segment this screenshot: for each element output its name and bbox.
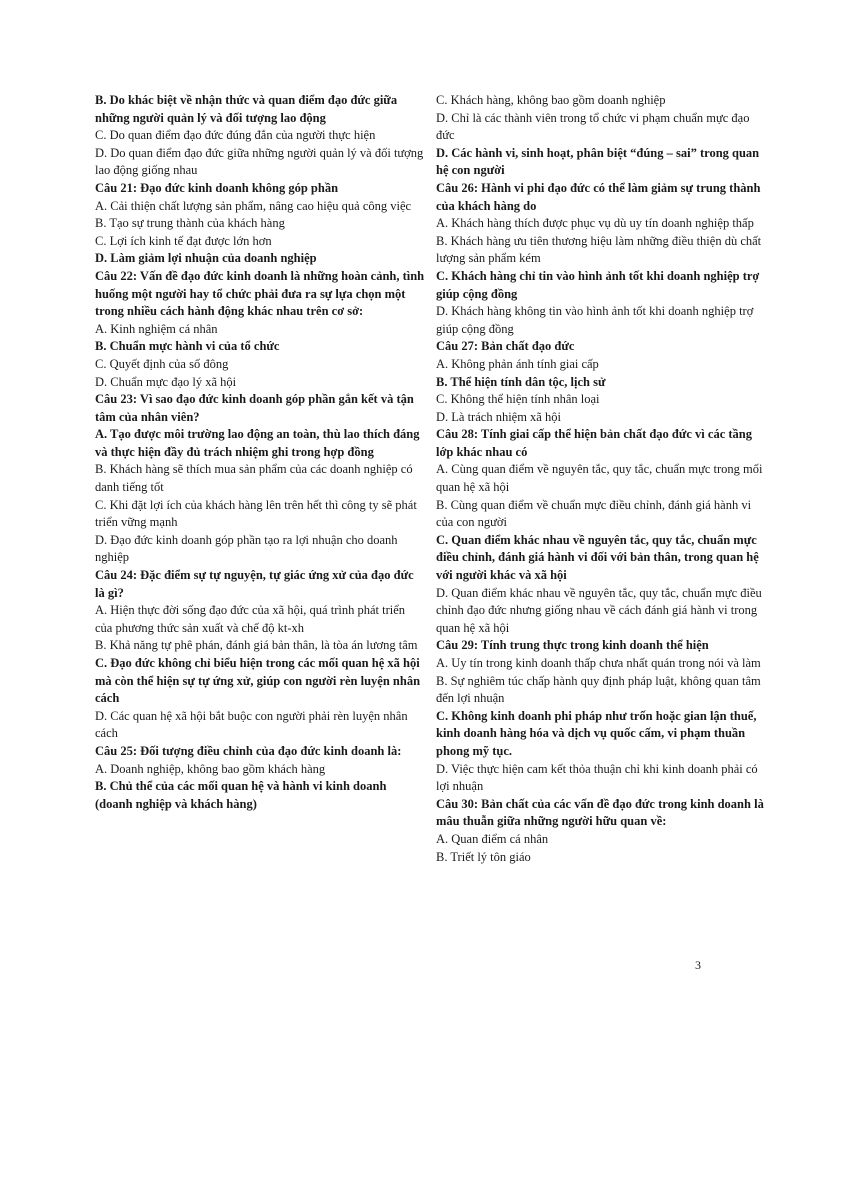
answer-option: B. Chủ thể của các mối quan hệ và hành vi kinh doanh (doanh nghiệp và khách hàng) [95,779,387,811]
answer-option: C. Đạo đức không chỉ biểu hiện trong các mối quan hệ xã hội mà còn thể hiện sự tự ứng xử, giúp con người rèn luyện nhân cách [95,656,421,706]
answer-option: D. Làm giảm lợi nhuận của doanh nghiệp [95,251,317,266]
answer-option: C. Không thể hiện tính nhân loại [436,392,600,407]
question-text: Câu 24: Đặc điểm sự tự nguyện, tự giác ứng xử của đạo đức là gì? [95,568,414,600]
answer-option: B. Sự nghiêm túc chấp hành quy định pháp luật, không quan tâm đến lợi nhuận [436,673,761,706]
left-column [95,92,425,813]
answer-option: B. Thể hiện tính dân tộc, lịch sử [436,374,606,389]
answer-option: A. Doanh nghiệp, không bao gồm khách hàng [95,761,326,776]
answer-option: A. Khách hàng thích được phục vụ dù uy tín doanh nghiệp thấp [436,216,754,231]
answer-option: D. Các quan hệ xã hội bắt buộc con người phải rèn luyện nhân cách [95,708,408,741]
answer-option: C. Do quan điểm đạo đức đúng đắn của người thực hiện [95,128,376,143]
answer-option: D. Chỉ là các thành viên trong tổ chức vi phạm chuẩn mực đạo đức [436,110,750,143]
answer-option: C. Lợi ích kinh tế đạt được lớn hơn [95,233,272,248]
answer-option: C. Quan điểm khác nhau về nguyên tắc, quy tắc, chuẩn mực điều chỉnh, đánh giá hành vi đối với bản thân, trong quan hệ với người khác và xã hội [436,532,759,583]
answer-option: D. Các hành vi, sinh hoạt, phân biệt “đúng – sai” trong quan hệ con người [436,145,760,178]
answer-option: B. Chuẩn mực hành vi của tổ chức [95,339,280,354]
answer-option: B. Khách hàng ưu tiên thương hiệu làm những điều thiện dù chất lượng sản phẩm kém [436,233,762,266]
answer-option: A. Hiện thực đời sống đạo đức của xã hội, quá trình phát triển của phương thức sản xuất và chế độ kt-xh [95,603,406,635]
answer-option: D. Đạo đức kinh doanh góp phần tạo ra lợi nhuận cho doanh nghiệp [95,532,398,565]
answer-option: D. Khách hàng không tin vào hình ảnh tốt khi doanh nghiệp trợ giúp cộng đồng [436,304,754,336]
page-number: 3 [695,958,701,972]
question-text: Câu 29: Tính trung thực trong kinh doanh thể hiện [436,638,709,653]
answer-option: C. Khách hàng chỉ tin vào hình ảnh tốt khi doanh nghiệp trợ giúp cộng đồng [436,268,760,301]
question-text: Câu 28: Tính giai cấp thể hiện bản chất đạo đức vì các tầng lớp khác nhau có [436,427,752,459]
answer-option: C. Quyết định của số đông [95,356,229,371]
answer-option: C. Khách hàng, không bao gồm doanh nghiệp [436,93,666,107]
answer-option: A. Không phản ánh tính giai cấp [436,356,599,371]
answer-option: B. Tạo sự trung thành của khách hàng [95,216,285,231]
answer-option: D. Việc thực hiện cam kết thỏa thuận chỉ khi kinh doanh phải có lợi nhuận [436,761,758,794]
answer-option: A. Kinh nghiệm cá nhân [95,321,218,336]
answer-option: D. Quan điểm khác nhau về nguyên tắc, quy tắc, chuẩn mực điều chỉnh đạo đức nhưng giống nhau về cách đánh giá hành vi trong quan hệ xã hội [436,585,762,635]
question-text: Câu 25: Đối tượng điều chỉnh của đạo đức kinh doanh là: [95,743,402,758]
answer-option: A. Quan điểm cá nhân [436,831,549,846]
answer-option: A. Cùng quan điểm về nguyên tắc, quy tắc, chuẩn mực trong mối quan hệ xã hội [436,462,763,495]
question-text: Câu 23: Vì sao đạo đức kinh doanh góp phần gắn kết và tận tâm của nhân viên? [95,392,414,424]
question-text: Câu 30: Bản chất của các vấn đề đạo đức trong kinh doanh là mâu thuẫn giữa những người hữu quan về: [436,796,764,829]
question-text: Câu 27: Bản chất đạo đức [436,339,575,354]
answer-option: B. Khách hàng sẽ thích mua sản phẩm của các doanh nghiệp có danh tiếng tốt [95,462,413,495]
question-text: Câu 21: Đạo đức kinh doanh không góp phần [95,180,339,195]
answer-option: A. Tạo được môi trường lao động an toàn, thù lao thích đáng và thực hiện đầy đủ trách nhiệm ghi trong hợp đồng [95,427,420,459]
answer-option: D. Do quan điểm đạo đức giữa những người quản lý và đối tượng lao động giống nhau [95,145,424,178]
answer-option: B. Khả năng tự phê phán, đánh giá bản thân, là tòa án lương tâm [95,638,418,653]
right-column [436,92,770,866]
answer-option: B. Do khác biệt về nhận thức và quan điểm đạo đức giữa những người quản lý và đối tượng lao động [95,93,398,125]
answer-option: B. Cùng quan điểm về chuẩn mực điều chỉnh, đánh giá hành vi của con người [436,497,752,530]
answer-option: D. Là trách nhiệm xã hội [436,409,561,424]
question-text: Câu 26: Hành vi phi đạo đức có thể làm giảm sự trung thành của khách hàng do [436,180,761,213]
answer-option: A. Uy tín trong kinh doanh thấp chưa nhất quán trong nói và làm [436,656,761,670]
answer-option: C. Không kinh doanh phi pháp như trốn hoặc gian lận thuế, kinh doanh hàng hóa và dịch vụ quốc cấm, vi phạm thuần phong mỹ tục. [436,708,757,758]
answer-option: D. Chuẩn mực đạo lý xã hội [95,374,237,389]
answer-option: B. Triết lý tôn giáo [436,849,531,864]
answer-option: A. Cải thiện chất lượng sản phẩm, nâng cao hiệu quả công việc [95,198,412,213]
question-text: Câu 22: Vấn đề đạo đức kinh doanh là những hoàn cảnh, tình huống một người hay tổ chức phải đưa ra sự lựa chọn một trong nhiều cách hành động khác nhau trên cơ sở: [95,268,425,319]
answer-option: C. Khi đặt lợi ích của khách hàng lên trên hết thì công ty sẽ phát triển vững mạnh [95,497,417,530]
